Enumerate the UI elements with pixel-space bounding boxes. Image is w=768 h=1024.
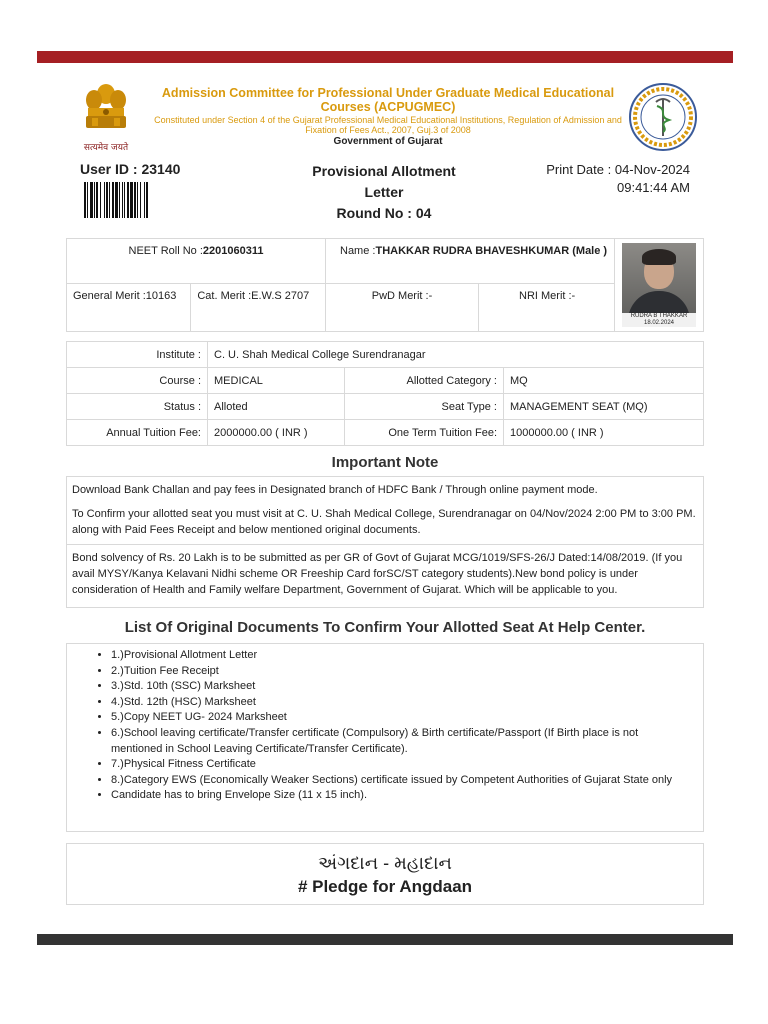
name-value: THAKKAR RUDRA BHAVESHKUMAR (Male )	[375, 245, 608, 257]
candidate-photo	[622, 243, 696, 327]
barcode-icon	[84, 182, 200, 218]
seat-type-label: Seat Type :	[345, 394, 504, 420]
allotted-category-label: Allotted Category :	[345, 368, 504, 394]
list-item: • 3.)Std. 10th (SSC) Marksheet	[111, 679, 703, 695]
category-merit: Cat. Merit :E.W.S 2707	[191, 284, 326, 332]
name-cell	[326, 239, 615, 284]
bottom-bar	[37, 934, 733, 945]
pledge-box	[66, 843, 704, 905]
allotment-table	[66, 341, 704, 446]
neet-roll-value: 2201060311	[202, 245, 264, 257]
print-time: 09:41:44 AM	[617, 180, 690, 195]
status-value: Alloted	[208, 394, 345, 420]
course-label: Course :	[67, 368, 208, 394]
print-date-block	[520, 161, 690, 197]
photo-caption	[622, 313, 696, 327]
general-merit: General Merit :10163	[67, 284, 191, 332]
committee-title: Admission Committee for Professional Under Graduate Medical Educational Courses (ACPUGMEC)	[161, 86, 615, 114]
committee-subtitle: Constituted under Section 4 of the Gujarat Professional Medical Educational Institutions, Regulation of Admission and Fixation of Fees Act., 2007, Guj.3 of 2008	[154, 115, 622, 135]
photo-caption-date: 18.02.2024	[643, 320, 675, 326]
note-paragraph-3: Bond solvency of Rs. 20 Lakh is to be submitted as per GR of Govt of Gujarat MCG/1019/SFS-26/J Dated:14/08/2019. (If you avail MYSY/Kanya Kelavani Nidhi scheme OR Freeship Card forSC/ST category students).New bond policy is under consideration of Health and Family welfare Department, Government of Gujarat. Which will be applicable to you.	[67, 544, 703, 598]
note-paragraph-2: To Confirm your allotted seat you must visit at C. U. Shah Medical College, Surendranagar on 04/Nov/2024 2:00 PM to 3:00 PM. along with Paid Fees Receipt and below mentioned original documents.	[72, 508, 696, 536]
list-item: • 7.)Physical Fitness Certificate	[111, 757, 703, 773]
round-number: Round No : 04	[336, 205, 432, 221]
list-item: • Candidate has to bring Envelope Size (11 x 15 inch).	[111, 788, 703, 804]
pledge-gujarati: અંગદાન - મહાદાન	[318, 853, 452, 873]
term-fee-label: One Term Tuition Fee:	[345, 420, 504, 446]
documents-box	[66, 643, 704, 832]
documents-list	[67, 648, 703, 804]
name-label: Name :	[340, 245, 376, 257]
list-item: • 5.)Copy NEET UG- 2024 Marksheet	[111, 710, 703, 726]
neet-roll-cell	[67, 239, 326, 284]
annual-fee-label: Annual Tuition Fee:	[67, 420, 208, 446]
status-label: Status :	[67, 394, 208, 420]
note-paragraph-1: Download Bank Challan and pay fees in Designated branch of HDFC Bank / Through online payment mode.	[72, 484, 598, 496]
candidate-table	[66, 238, 704, 332]
seat-type-value: MANAGEMENT SEAT (MQ)	[504, 394, 704, 420]
letter-title	[290, 161, 478, 224]
letter-title-line2: Letter	[364, 184, 404, 200]
photo-cell	[615, 239, 704, 332]
institute-value: C. U. Shah Medical College Surendranagar	[208, 342, 704, 368]
list-item: • 4.)Std. 12th (HSC) Marksheet	[111, 695, 703, 711]
acpugmec-seal-icon	[628, 82, 698, 152]
nri-merit: NRI Merit :-	[479, 284, 615, 332]
institute-label: Institute :	[67, 342, 208, 368]
neet-roll-label: NEET Roll No :	[128, 245, 203, 257]
important-note-heading: Important Note	[331, 454, 439, 471]
emblem-motto: सत्यमेव जयते	[83, 143, 129, 153]
top-accent-bar	[37, 51, 733, 63]
allotted-category-value: MQ	[504, 368, 704, 394]
pledge-english: # Pledge for Angdaan	[297, 877, 473, 896]
list-item: • 2.)Tuition Fee Receipt	[111, 664, 703, 680]
course-value: MEDICAL	[208, 368, 345, 394]
list-item: • 6.)School leaving certificate/Transfer certificate (Compulsory) & Birth certificate/Passport (If Birth place is not mentioned in School Leaving Certificate/Transfer Certificate).	[111, 726, 703, 757]
government-label: Government of Gujarat	[333, 136, 443, 147]
user-id: User ID : 23140	[80, 161, 181, 177]
documents-heading: List Of Original Documents To Confirm Your Allotted Seat At Help Center.	[124, 619, 646, 636]
committee-header	[140, 86, 636, 148]
term-fee-value: 1000000.00 ( INR )	[504, 420, 704, 446]
national-emblem-icon	[78, 80, 134, 146]
important-note-box	[66, 476, 704, 608]
list-item: • 1.)Provisional Allotment Letter	[111, 648, 703, 664]
letter-title-line1: Provisional Allotment	[312, 163, 456, 179]
annual-fee-value: 2000000.00 ( INR )	[208, 420, 345, 446]
print-date: Print Date : 04-Nov-2024	[546, 162, 690, 177]
photo-caption-name: RUDRA B THAKKAR	[630, 313, 688, 319]
pwd-merit: PwD Merit :-	[326, 284, 479, 332]
list-item: • 8.)Category EWS (Economically Weaker Sections) certificate issued by Competent Authorities of Gujarat State only	[111, 773, 703, 789]
